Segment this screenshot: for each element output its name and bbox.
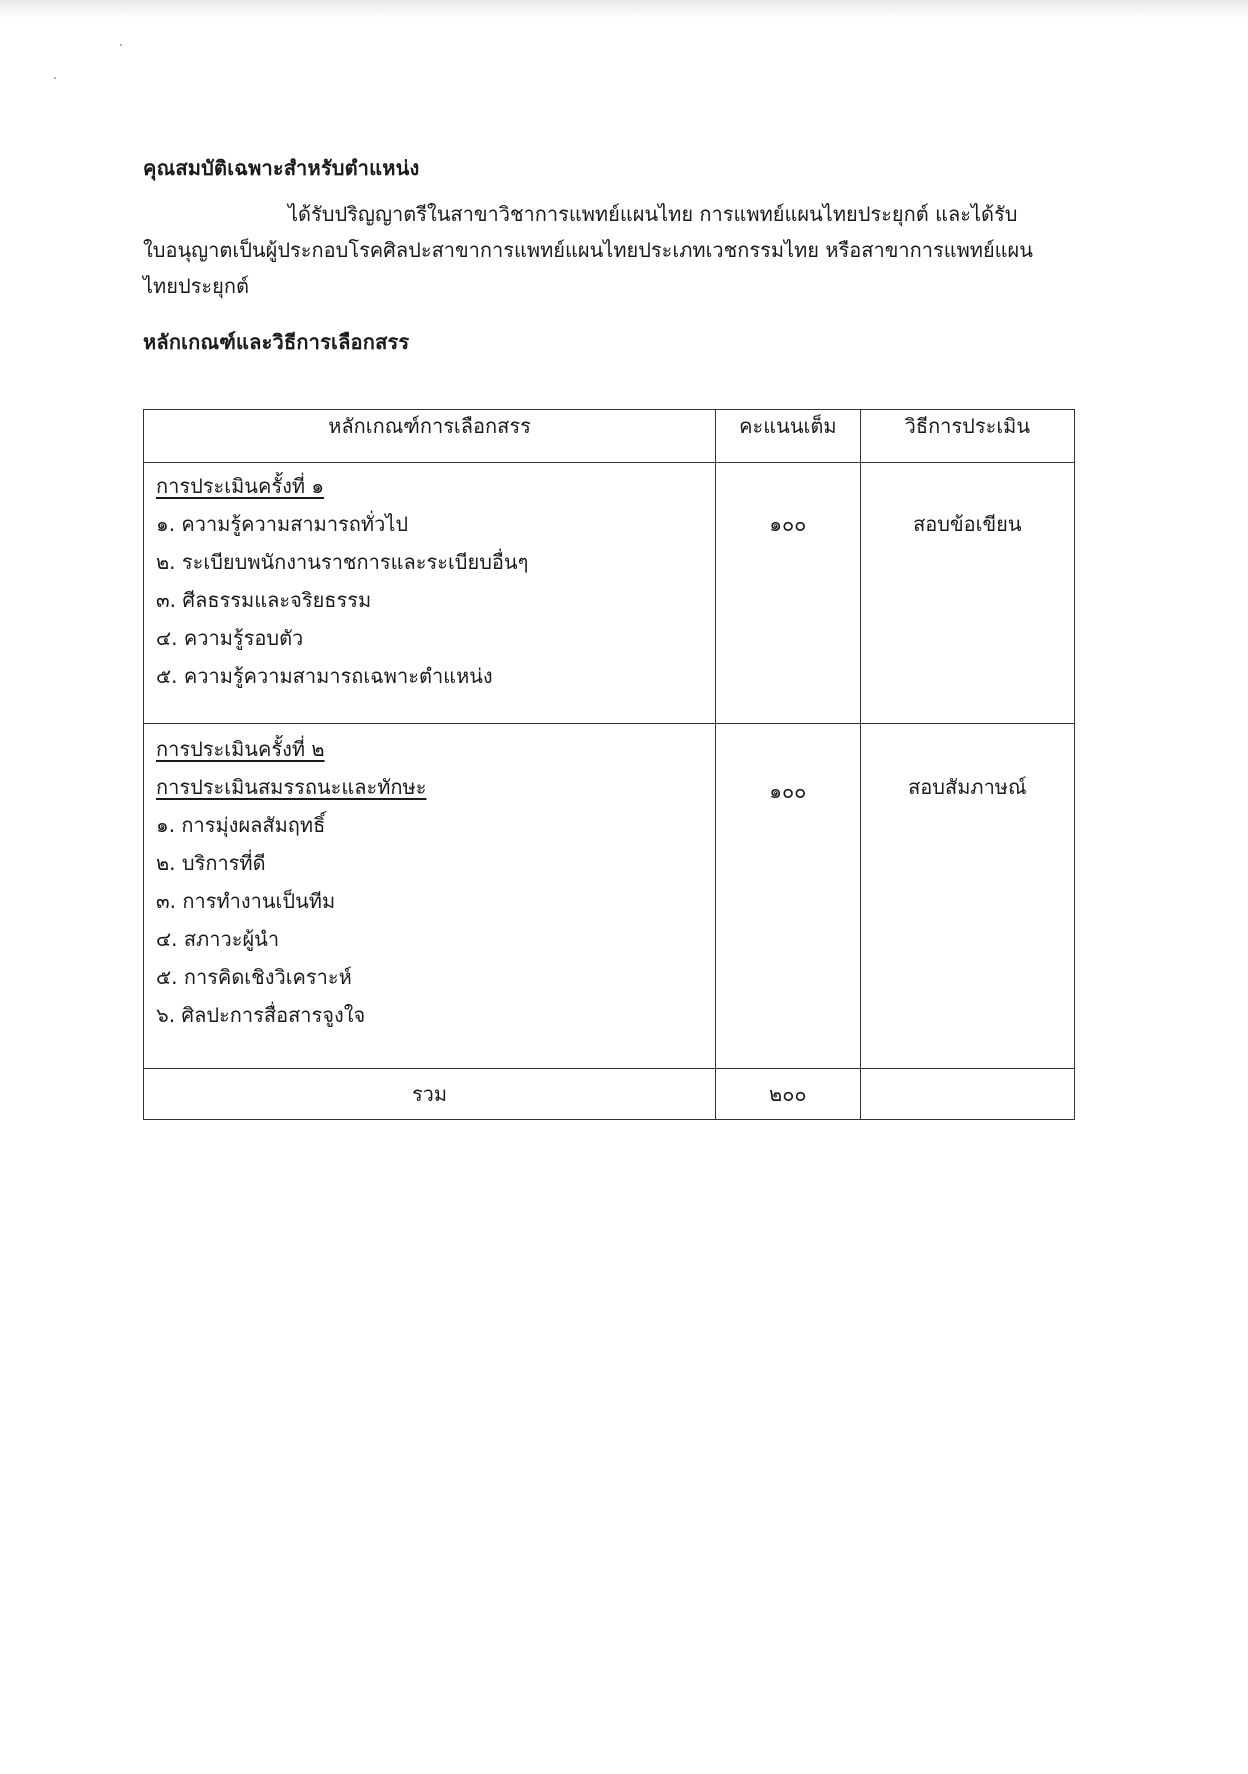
header-criteria: หลักเกณฑ์การเลือกสรร bbox=[144, 410, 716, 463]
qualifications-paragraph bbox=[143, 196, 1093, 304]
criteria-table bbox=[143, 409, 1075, 1120]
total-method-empty bbox=[860, 1069, 1074, 1120]
section-1-item: ๔. ความรู้รอบตัว bbox=[156, 626, 304, 650]
table-row-section-1 bbox=[144, 463, 1075, 724]
qualifications-heading: คุณสมบัติเฉพาะสำหรับตำแหน่ง bbox=[143, 156, 420, 180]
section-2-method: สอบสัมภาษณ์ bbox=[908, 775, 1027, 799]
section-1-score: ๑๐๐ bbox=[769, 512, 807, 536]
table-row-total bbox=[144, 1069, 1075, 1120]
section-1-item: ๕. ความรู้ความสามารถเฉพาะตำแหน่ง bbox=[156, 664, 493, 688]
table-header-row bbox=[144, 410, 1075, 463]
section-1-item: ๒. ระเบียบพนักงานราชการและระเบียบอื่นๆ bbox=[156, 550, 529, 574]
section-2-item: ๔. สภาวะผู้นำ bbox=[156, 927, 280, 951]
section-1-score-cell bbox=[716, 463, 861, 724]
section-2-title: การประเมินครั้งที่ ๒ bbox=[156, 737, 325, 761]
qualifications-line: ไทยประยุกต์ bbox=[143, 274, 249, 298]
scan-speck bbox=[120, 44, 122, 46]
criteria-heading: หลักเกณฑ์และวิธีการเลือกสรร bbox=[143, 330, 410, 354]
section-2-item: ๕. การคิดเชิงวิเคราะห์ bbox=[156, 965, 352, 989]
section-1-criteria bbox=[144, 463, 716, 724]
header-full-score: คะแนนเต็ม bbox=[716, 410, 861, 463]
qualifications-line: ใบอนุญาตเป็นผู้ประกอบโรคศิลปะสาขาการแพทย์แผนไทยประเภทเวชกรรมไทย หรือสาขาการแพทย์แผน bbox=[143, 238, 1033, 262]
section-1-title: การประเมินครั้งที่ ๑ bbox=[156, 474, 325, 498]
section-1-method-cell bbox=[860, 463, 1074, 724]
table-row-section-2 bbox=[144, 724, 1075, 1069]
section-1-method: สอบข้อเขียน bbox=[913, 512, 1022, 536]
section-1-item: ๑. ความรู้ความสามารถทั่วไป bbox=[156, 512, 409, 536]
total-label: รวม bbox=[144, 1069, 716, 1120]
section-2-item: ๒. บริการที่ดี bbox=[156, 851, 266, 875]
section-2-item: ๑. การมุ่งผลสัมฤทธิ์ bbox=[156, 813, 326, 837]
total-score: ๒๐๐ bbox=[716, 1069, 861, 1120]
section-2-criteria bbox=[144, 724, 716, 1069]
scan-edge-shadow bbox=[0, 0, 1248, 18]
header-method: วิธีการประเมิน bbox=[860, 410, 1074, 463]
section-2-item: ๖. ศิลปะการสื่อสารจูงใจ bbox=[156, 1003, 366, 1027]
scan-speck bbox=[54, 77, 56, 79]
qualifications-line: ได้รับปริญญาตรีในสาขาวิชาการแพทย์แผนไทย การแพทย์แผนไทยประยุกต์ และได้รับ bbox=[288, 202, 1018, 226]
section-2-subtitle: การประเมินสมรรถนะและทักษะ bbox=[156, 775, 427, 799]
section-2-method-cell bbox=[860, 724, 1074, 1069]
section-2-item: ๓. การทำงานเป็นทีม bbox=[156, 889, 336, 913]
section-1-item: ๓. ศีลธรรมและจริยธรรม bbox=[156, 588, 372, 612]
section-2-score-cell bbox=[716, 724, 861, 1069]
section-2-score: ๑๐๐ bbox=[769, 779, 807, 803]
